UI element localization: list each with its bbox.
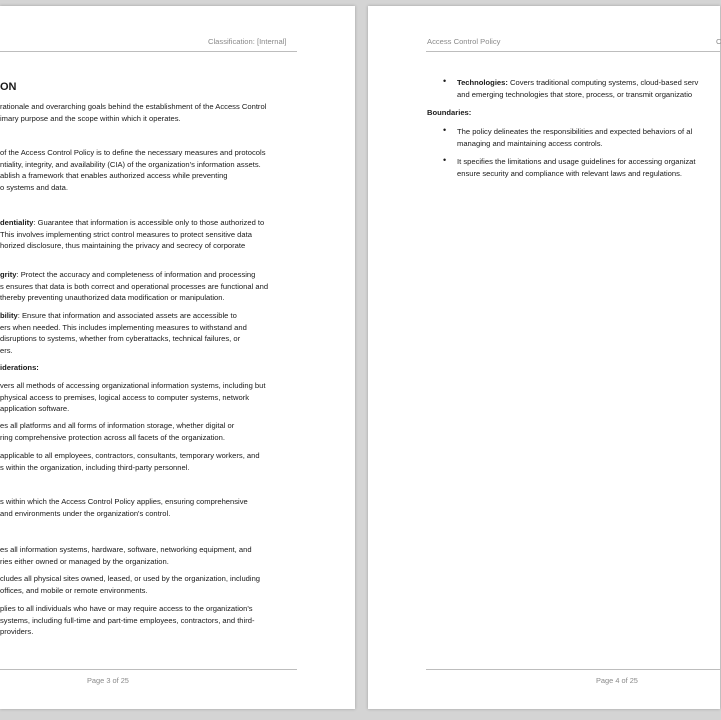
- text-line-part: Covers traditional computing systems, cloud-based serv: [507, 78, 699, 87]
- boundaries-item-2: [0, 573, 260, 596]
- text-line: It specifies the limitations and usage guidelines for accessing organizat: [457, 157, 696, 166]
- considerations-item-3: [0, 450, 260, 473]
- text-line: managing and maintaining access controls.: [457, 138, 603, 148]
- text-line: This involves implementing strict control measures to protect sensitive data: [0, 229, 252, 239]
- bullet-icon: •: [443, 125, 447, 135]
- header-rule: [426, 51, 720, 52]
- section-heading: ON: [0, 81, 17, 93]
- page-number: Page 3 of 25: [87, 676, 129, 685]
- page-header-classification: Classification: [Internal]: [208, 37, 287, 46]
- text-line: s within which the Access Control Policy applies, ensuring comprehensive: [0, 497, 248, 506]
- text-line: plies to all individuals who have or may require access to the organization's: [0, 604, 253, 613]
- considerations-item-1: [0, 380, 266, 415]
- text-line: thereby preventing unauthorized data modification or manipulation.: [0, 293, 225, 303]
- boundaries-item-3: [0, 603, 255, 638]
- text-line: s within the organization, including third-party personnel.: [0, 462, 190, 472]
- document-page-3: [0, 6, 355, 709]
- considerations-heading: iderations:: [0, 363, 39, 372]
- technologies-label: Technologies:: [457, 78, 508, 87]
- confidentiality-item: [0, 217, 264, 252]
- page-header-classification: C: [716, 37, 721, 46]
- intro-paragraph: [0, 101, 266, 124]
- text-line: es all platforms and all forms of information storage, whether digital or: [0, 421, 235, 430]
- text-line: physical access to premises, logical access to computer systems, network: [0, 392, 249, 402]
- document-page-4: [368, 6, 720, 709]
- text-line: es all information systems, hardware, software, networking equipment, and: [0, 545, 252, 554]
- text-line: vers all methods of accessing organizational information systems, including but: [0, 381, 266, 390]
- header-rule: [0, 51, 297, 52]
- availability-label: bility: [0, 311, 18, 320]
- text-line: [0, 269, 268, 281]
- text-line: and emerging technologies that store, process, or transmit organizatio: [457, 89, 693, 99]
- footer-rule: [426, 669, 720, 670]
- footer-rule: [0, 669, 297, 670]
- confidentiality-label: dentiality: [0, 218, 34, 227]
- text-line: o systems and data.: [0, 182, 68, 192]
- text-line: [0, 310, 247, 322]
- text-line: offices, and mobile or remote environments.: [0, 585, 148, 595]
- text-line: and environments under the organization's control.: [0, 508, 171, 518]
- text-line: [0, 217, 264, 229]
- text-line: imary purpose and the scope within which it operates.: [0, 113, 181, 123]
- boundaries-bullet-2: [457, 156, 696, 179]
- bullet-icon: •: [443, 155, 447, 165]
- text-line: [457, 77, 698, 89]
- text-line: ries either owned or managed by the organization.: [0, 556, 169, 566]
- boundaries-intro: [0, 496, 248, 519]
- text-line: cludes all physical sites owned, leased, or used by the organization, including: [0, 574, 261, 583]
- text-line: ers when needed. This includes implementing measures to withstand and: [0, 322, 247, 332]
- technologies-item: [457, 77, 698, 100]
- integrity-label: grity: [0, 270, 17, 279]
- purpose-paragraph: [0, 147, 266, 193]
- text-line: application software.: [0, 404, 70, 414]
- text-line: ensure security and compliance with relevant laws and regulations.: [457, 168, 682, 178]
- text-line: disruptions to systems, whether from cyberattacks, technical failures, or: [0, 334, 241, 344]
- boundaries-bullet-1: [457, 126, 692, 149]
- text-line: ntiality, integrity, and availability (CIA) of the organization's information assets.: [0, 159, 261, 169]
- text-line: s ensures that data is both correct and operational processes are functional and: [0, 281, 269, 291]
- boundaries-item-1: [0, 544, 252, 567]
- text-line: of the Access Control Policy is to define the necessary measures and protocols: [0, 148, 266, 157]
- text-line: providers.: [0, 627, 34, 637]
- text-line-part: : Guarantee that information is accessible only to those authorized to: [33, 218, 265, 227]
- text-line-part: : Protect the accuracy and completeness of information and processing: [16, 270, 256, 279]
- text-line: horized disclosure, thus maintaining the privacy and secrecy of corporate: [0, 241, 246, 251]
- text-line: ring comprehensive protection across all facets of the organization.: [0, 432, 225, 442]
- text-line-part: : Ensure that information and associated assets are accessible to: [17, 311, 237, 320]
- text-line: systems, including full-time and part-time employees, contractors, and third-: [0, 615, 255, 625]
- text-line: rationale and overarching goals behind the establishment of the Access Control: [0, 102, 267, 111]
- page-number: Page 4 of 25: [596, 676, 638, 685]
- page-header-title: Access Control Policy: [427, 37, 501, 46]
- boundaries-heading: Boundaries:: [427, 108, 472, 117]
- text-line: The policy delineates the responsibilities and expected behaviors of al: [457, 127, 693, 136]
- text-line: ers.: [0, 345, 13, 355]
- availability-item: [0, 310, 247, 356]
- integrity-item: [0, 269, 268, 304]
- text-line: applicable to all employees, contractors, consultants, temporary workers, and: [0, 451, 260, 460]
- text-line: ablish a framework that enables authorized access while preventing: [0, 171, 228, 181]
- considerations-item-2: [0, 420, 234, 443]
- bullet-icon: •: [443, 76, 447, 86]
